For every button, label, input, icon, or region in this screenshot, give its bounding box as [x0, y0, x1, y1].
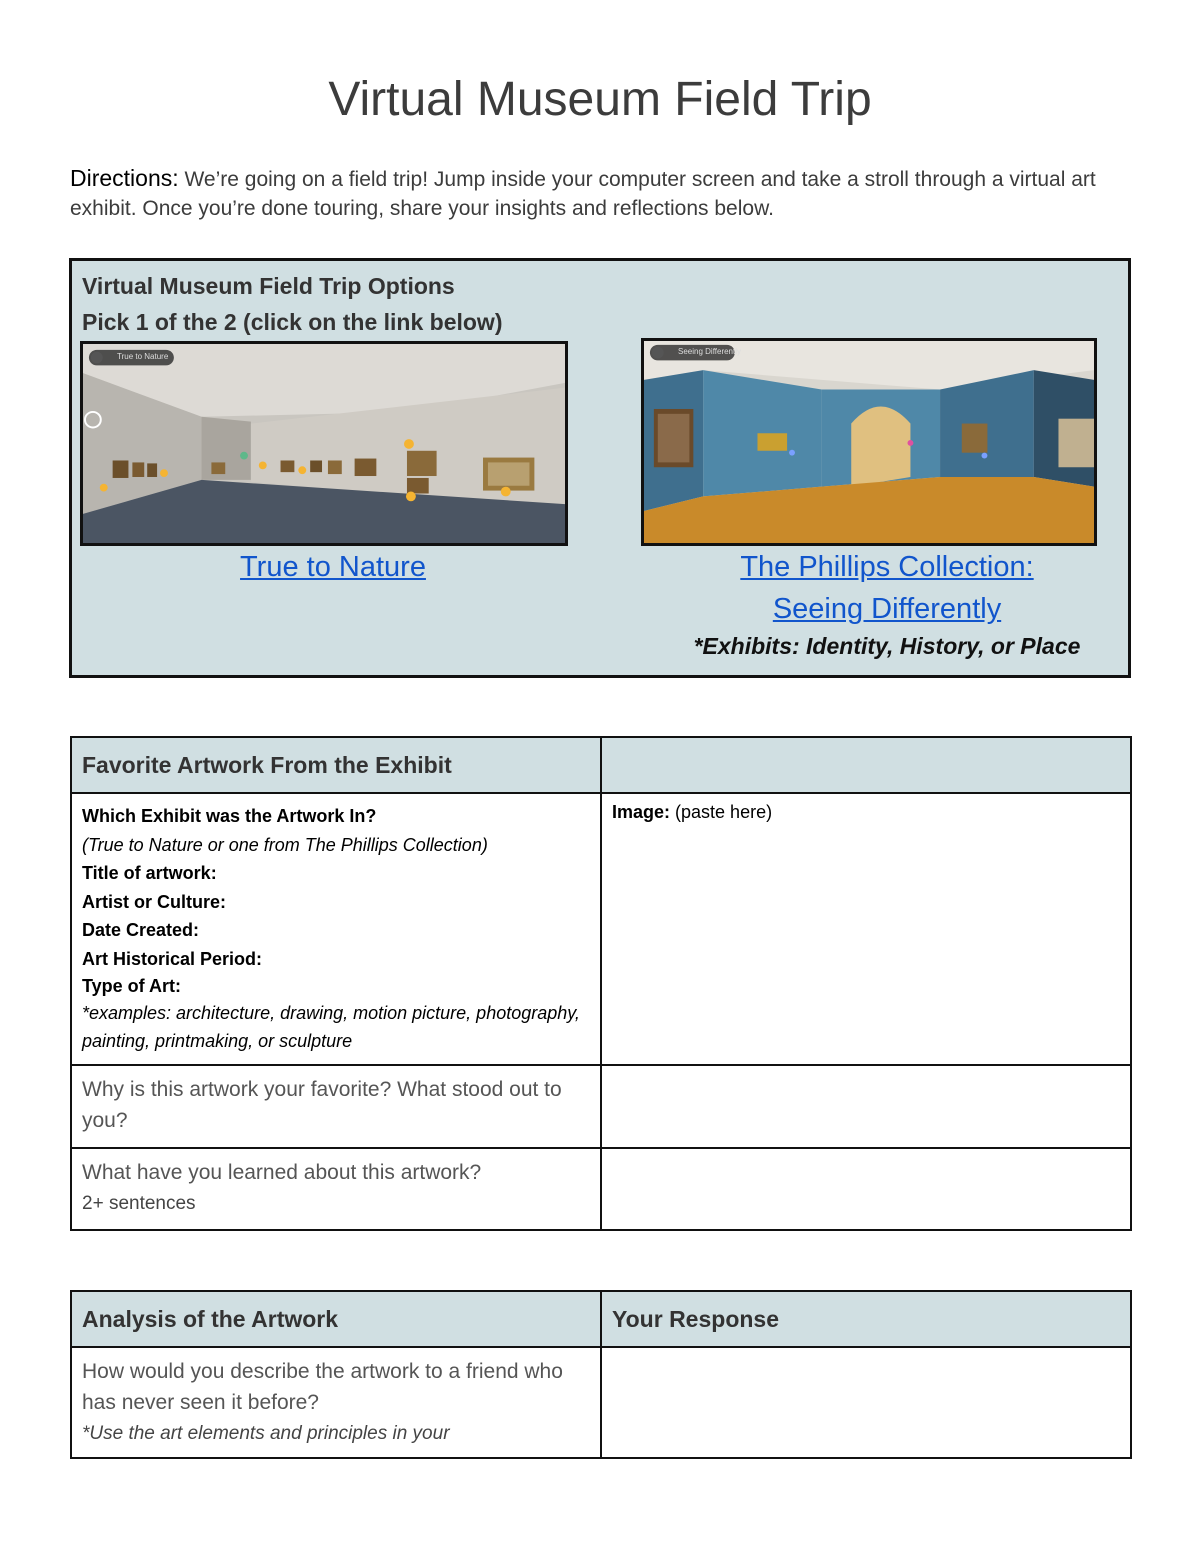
favorite-artwork-table: [70, 736, 1132, 1231]
learned-question-sub: 2+ sentences: [82, 1193, 196, 1214]
exhibit-label: Which Exhibit was the Artwork In?: [82, 806, 377, 826]
phillips-collection-thumbnail[interactable]: [641, 338, 1097, 546]
exhibits-note: *Exhibits: Identity, History, or Place: [693, 633, 1081, 659]
artist-label: Artist or Culture:: [82, 891, 226, 912]
true-to-nature-thumbnail[interactable]: [80, 341, 568, 546]
image-cell[interactable]: [601, 793, 1131, 1065]
phillips-collection-link[interactable]: The Phillips Collection:: [740, 551, 1034, 583]
describe-question-text: How would you describe the artwork to a friend who has never seen it before?: [82, 1360, 563, 1414]
favorite-reason-response[interactable]: [601, 1065, 1131, 1148]
artwork-details-cell[interactable]: [71, 793, 601, 1065]
field-trip-options-box: [69, 258, 1131, 678]
thumbnail-caption: True to Nature: [117, 352, 169, 361]
thumbnail-caption: Seeing Differently: [678, 347, 741, 356]
date-label: Date Created:: [82, 920, 200, 940]
favorite-artwork-header-right: [601, 737, 1131, 793]
describe-question-sub: *Use the art elements and principles in your: [82, 1423, 450, 1444]
learned-question-text: What have you learned about this artwork?: [82, 1161, 482, 1184]
true-to-nature-link[interactable]: True to Nature: [240, 551, 426, 583]
image-hint: (paste here): [670, 802, 773, 822]
title-label: Title of artwork:: [82, 863, 217, 883]
directions: [70, 164, 1140, 223]
favorite-artwork-header: Favorite Artwork From the Exhibit: [71, 737, 601, 793]
options-subheading: Pick 1 of the 2 (click on the link below): [82, 309, 503, 335]
type-label: Type of Art:: [82, 976, 181, 996]
describe-question: [71, 1347, 601, 1458]
your-response-header: Your Response: [601, 1291, 1131, 1347]
directions-label: Directions:: [70, 165, 179, 191]
options-heading: Virtual Museum Field Trip Options: [82, 273, 455, 299]
learned-response[interactable]: [601, 1148, 1131, 1230]
exhibit-hint: (True to Nature or one from The Phillips Collection): [82, 834, 488, 855]
period-label: Art Historical Period:: [82, 948, 263, 969]
image-label: Image:: [612, 802, 671, 822]
gallery-image-phillips-collection: [644, 341, 1094, 543]
directions-text: We’re going on a field trip! Jump inside your computer screen and take a stroll through a virtual art exhibit. Once you’re done touring, share your insights and reflections below.: [70, 168, 1096, 220]
describe-response[interactable]: [601, 1347, 1131, 1458]
analysis-table: [70, 1290, 1132, 1459]
type-hint: *examples: architecture, drawing, motion picture, photography, painting, printmaking, or sculpture: [82, 1003, 580, 1051]
page-title: Virtual Museum Field Trip: [328, 73, 872, 126]
gallery-image-true-to-nature: [83, 344, 565, 543]
learned-question: [71, 1148, 601, 1230]
seeing-differently-link[interactable]: Seeing Differently: [772, 593, 1002, 625]
favorite-reason-question: Why is this artwork your favorite? What stood out to you?: [71, 1065, 601, 1148]
analysis-header: Analysis of the Artwork: [71, 1291, 601, 1347]
